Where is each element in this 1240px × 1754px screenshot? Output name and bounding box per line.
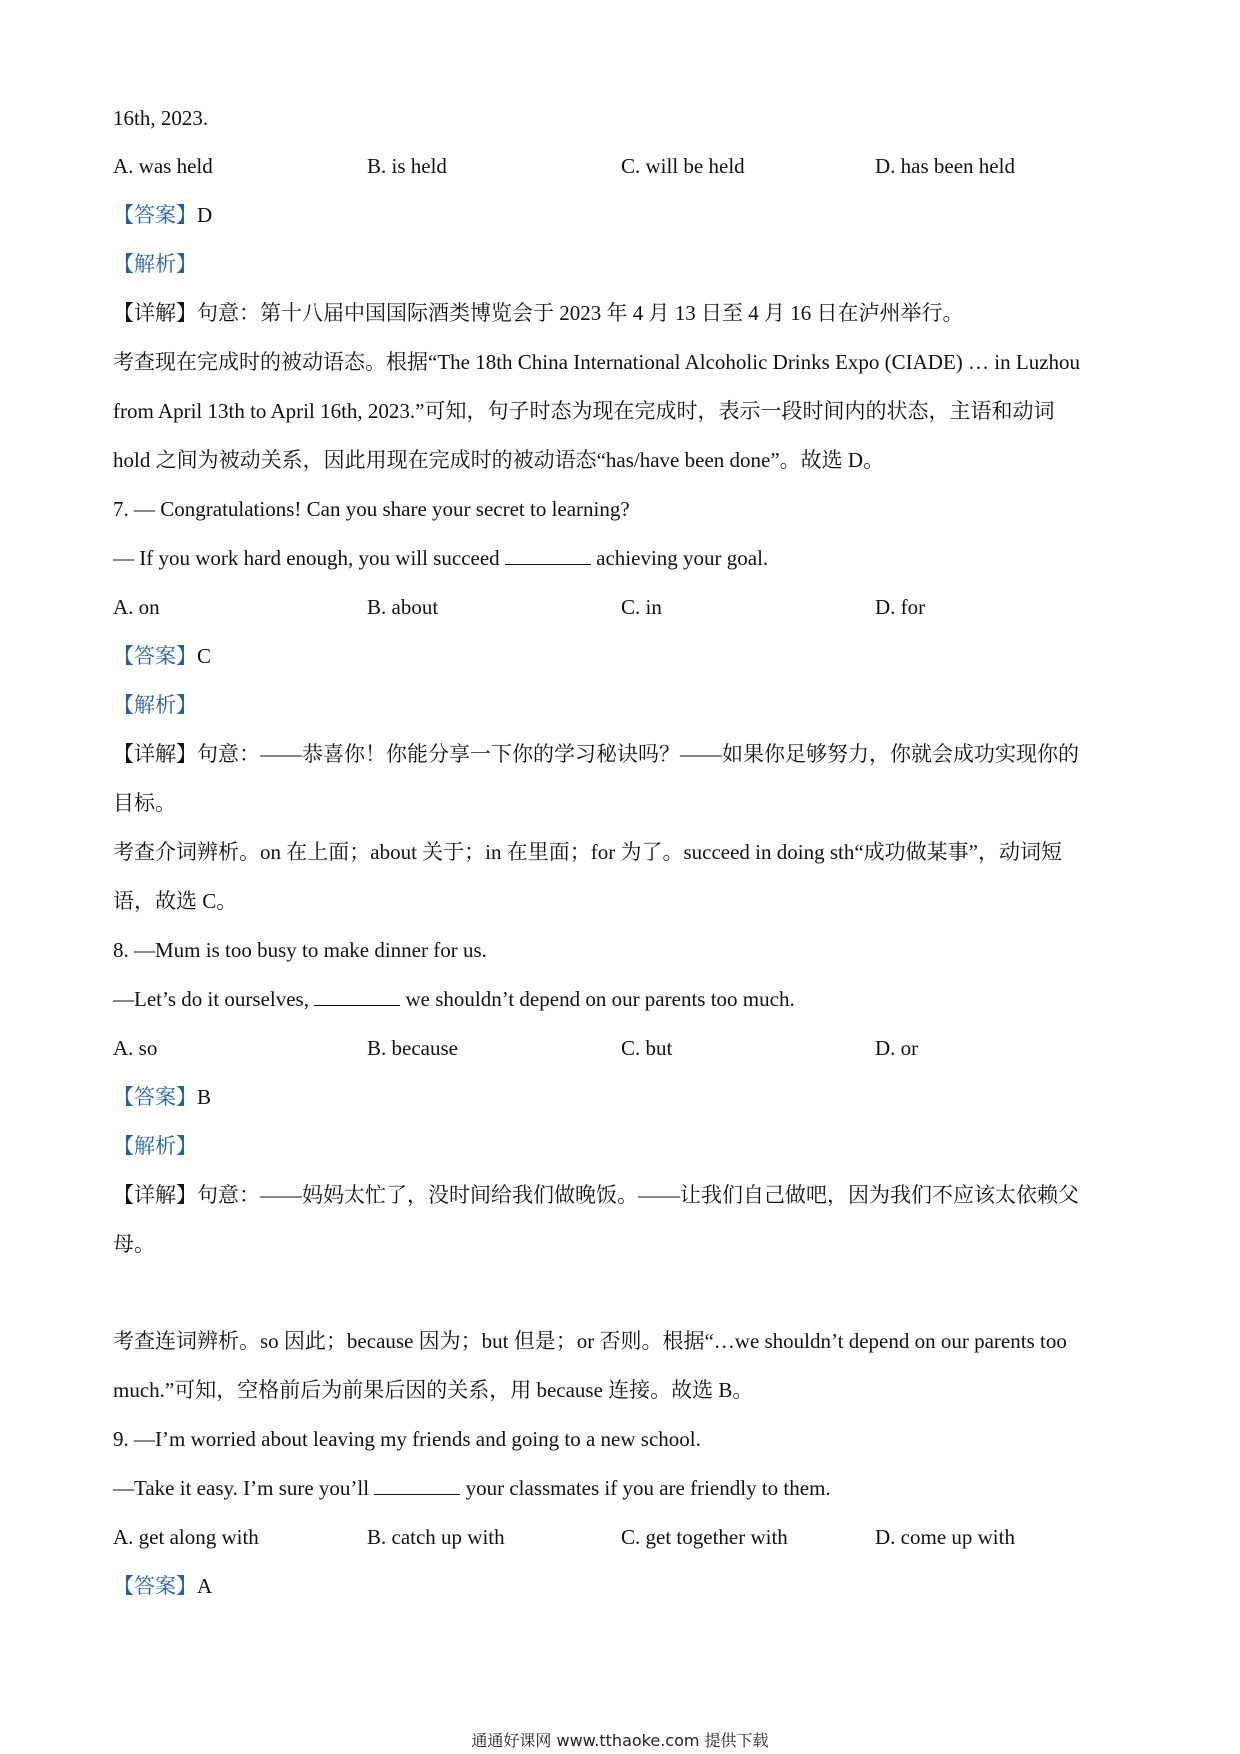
q6-answer <box>113 201 1133 229</box>
q6-option-b: B. is held <box>367 154 447 178</box>
detail-text: 句意：——妈妈太忙了，没时间给我们做晚饭。——让我们自己做吧，因为我们不应该太依赖父 <box>197 1183 1079 1207</box>
q7-option-d: D. for <box>875 595 926 619</box>
q8-analysis-tag <box>113 1132 1133 1160</box>
q9-option-c: C. get together with <box>621 1525 788 1549</box>
answer-tag: 【答案】 <box>113 203 197 227</box>
q6-option-a: A. was held <box>113 154 213 178</box>
q6-explain-2: from April 13th to April 16th, 2023.”可知，句子时态为现在完成时，表示一段时间内的状态，主语和动词 <box>113 399 1055 423</box>
q9-line-2-before: —Take it easy. I’m sure you’ll <box>113 1476 370 1500</box>
q8-line-1: 8. —Mum is too busy to make dinner for us. <box>113 938 487 962</box>
detail-tag: 【详解】 <box>113 301 197 325</box>
q6-options <box>113 152 1133 180</box>
q7-options <box>113 593 1133 621</box>
answer-value: B <box>197 1085 212 1109</box>
q8-options <box>113 1034 1133 1062</box>
q8-answer <box>113 1083 1133 1111</box>
q7-line-2-before: — If you work hard enough, you will succeed <box>113 546 500 570</box>
q6-detail <box>113 299 1133 327</box>
q7-explain-2: 语，故选 C。 <box>113 889 238 913</box>
q8-option-c: C. but <box>621 1036 673 1060</box>
q8-explain-1: 考查连词辨析。so 因此；because 因为；but 但是；or 否则。根据“…we shouldn’t depend on our parents too <box>113 1329 1067 1353</box>
answer-value: D <box>197 203 213 227</box>
detail-text: 句意：——恭喜你！你能分享一下你的学习秘诀吗？——如果你足够努力，你就会成功实现你的 <box>197 742 1079 766</box>
answer-value: A <box>197 1574 213 1598</box>
q7-option-c: C. in <box>621 595 662 619</box>
detail-tag: 【详解】 <box>113 742 197 766</box>
q7-line-1: 7. — Congratulations! Can you share your secret to learning? <box>113 497 630 521</box>
answer-blank <box>505 546 591 565</box>
answer-tag: 【答案】 <box>113 1085 197 1109</box>
q7-detail-1 <box>113 740 1133 768</box>
q7-analysis-tag <box>113 691 1133 719</box>
q9-option-a: A. get along with <box>113 1525 259 1549</box>
q7-detail-2: 目标。 <box>113 791 176 815</box>
q8-line-2-after: we shouldn’t depend on our parents too much. <box>405 987 795 1011</box>
q9-options <box>113 1523 1133 1551</box>
q9-line-1: 9. —I’m worried about leaving my friends and going to a new school. <box>113 1427 701 1451</box>
analysis-tag: 【解析】 <box>113 693 197 717</box>
q8-line-2-before: —Let’s do it ourselves, <box>113 987 309 1011</box>
q9-option-d: D. come up with <box>875 1525 1015 1549</box>
answer-blank <box>314 987 400 1006</box>
q8-line-2 <box>113 985 1133 1013</box>
q8-option-a: A. so <box>113 1036 158 1060</box>
q8-option-d: D. or <box>875 1036 919 1060</box>
q6-analysis-tag <box>113 250 1133 278</box>
q7-option-a: A. on <box>113 595 160 619</box>
answer-blank <box>374 1476 460 1495</box>
q9-line-2 <box>113 1474 1133 1502</box>
q7-line-2 <box>113 544 1133 572</box>
answer-tag: 【答案】 <box>113 1574 197 1598</box>
detail-text: 句意：第十八届中国国际酒类博览会于 2023 年 4 月 13 日至 4 月 16 日在泸州举行。 <box>197 301 964 325</box>
q7-line-2-after: achieving your goal. <box>596 546 769 570</box>
q8-explain-2: much.”可知，空格前后为前果后因的关系，用 because 连接。故选 B。 <box>113 1378 754 1402</box>
q9-option-b: B. catch up with <box>367 1525 505 1549</box>
detail-tag: 【详解】 <box>113 1183 197 1207</box>
q6-option-d: D. has been held <box>875 154 1015 178</box>
q6-stem-tail: 16th, 2023. <box>113 106 209 130</box>
q7-answer <box>113 642 1133 670</box>
q6-explain-3: hold 之间为被动关系，因此用现在完成时的被动语态“has/have been done”。故选 D。 <box>113 448 885 472</box>
analysis-tag: 【解析】 <box>113 252 197 276</box>
answer-value: C <box>197 644 212 668</box>
q8-detail-2: 母。 <box>113 1232 155 1256</box>
q9-answer <box>113 1572 1133 1600</box>
q9-line-2-after: your classmates if you are friendly to them. <box>465 1476 831 1500</box>
q6-explain-1: 考查现在完成时的被动语态。根据“The 18th China International Alcoholic Drinks Expo (CIADE) … in Luzhou <box>113 350 1081 374</box>
q7-option-b: B. about <box>367 595 439 619</box>
answer-tag: 【答案】 <box>113 644 197 668</box>
q6-option-c: C. will be held <box>621 154 745 178</box>
q7-explain-1: 考查介词辨析。on 在上面；about 关于；in 在里面；for 为了。succeed in doing sth“成功做某事”，动词短 <box>113 840 1062 864</box>
q8-option-b: B. because <box>367 1036 458 1060</box>
q8-detail-1 <box>113 1181 1133 1209</box>
page-footer[interactable]: 通通好课网 www.tthaoke.com 提供下载 <box>471 1731 769 1750</box>
analysis-tag: 【解析】 <box>113 1134 197 1158</box>
